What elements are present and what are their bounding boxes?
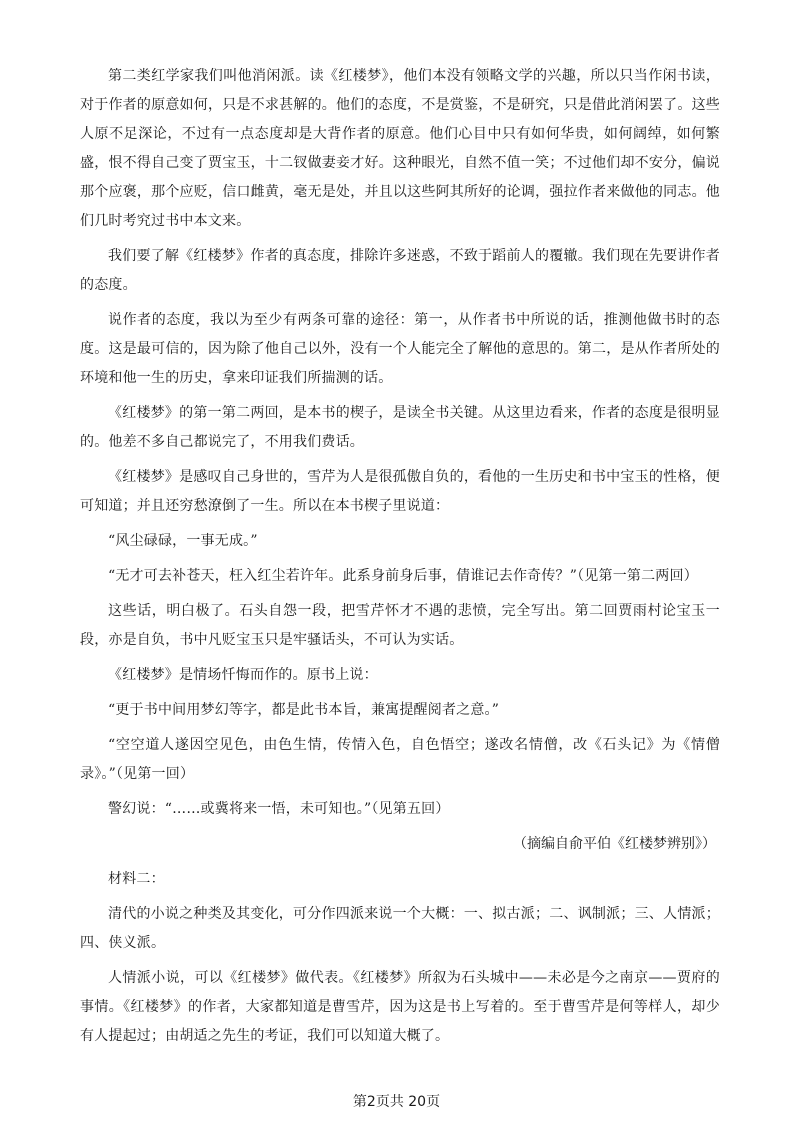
document-body (80, 62, 720, 1057)
page-number-footer: 第2页共 20页 (352, 1094, 441, 1110)
paragraph-5: 《红楼梦》是感叹自己身世的，雪芹为人是很孤傲自负的，看他的一生历史和书中宝玉的性格，便可知道；并且还穷愁潦倒了一生。所以在本书楔子里说道： (80, 469, 720, 514)
paragraph-9: 人情派小说，可以《红楼梦》做代表。《红楼梦》所叙为石头城中——未必是今之南京——贾府的事情。《红楼梦》的作者，大家都知道是曹雪芹，因为这是书上写着的。至于曹雪芹是何等样人，却少有人提起过；由胡适之先生的考证，我们可以知道大概了。 (80, 970, 720, 1044)
source-citation: （摘编自俞平伯《红楼梦辨别》） (513, 836, 716, 852)
paragraph-8: 清代的小说之种类及其变化，可分作四派来说一个大概：一、拟古派；二、讽制派；三、人情派；四、侠义派。 (80, 906, 720, 951)
quote-4: “空空道人遂因空见色，由色生情，传情入色，自色悟空；遂改名情僧，改《石头记》为《情僧录》。”（见第一回） (80, 737, 720, 782)
paragraph-1: 第二类红学家我们叫他消闲派。读《红楼梦》，他们本没有领略文学的兴趣，所以只当作闲书读，对于作者的原意如何，只是不求甚解的。他们的态度，不是赏鉴，不是研究，只是借此消闲罢了。这些人原不足深论，不过有一点态度却是大背作者的原意。他们心目中只有如何华贵，如何阔绰，如何繁盛，恨不得自己变了贾宝玉，十二钗做妻妾才好。这种眼光，自然不值一笑；不过他们却不安分，偏说那个应褒，那个应贬，信口雌黄，毫无是处，并且以这些阿其所好的论调，强拉作者来做他的同志。他们几时考究过书中本文来。 (80, 68, 720, 229)
quote-5: 警幻说：“……或冀将来一悟，未可知也。”（见第五回） (108, 801, 450, 817)
quote-1: “风尘碌碌，一事无成。” (108, 533, 258, 549)
material-two-heading: 材料二： (108, 871, 165, 887)
paragraph-7: 《红楼梦》是情场忏悔而作的。原书上说： (108, 667, 378, 683)
quote-2: “无才可去补苍天，枉入红尘若许年。此系身前身后事，倩谁记去作奇传？”（见第一第二两回） (108, 568, 698, 584)
paragraph-2: 我们要了解《红楼梦》作者的真态度，排除许多迷惑，不致于蹈前人的覆辙。我们现在先要讲作者的态度。 (80, 248, 720, 293)
quote-3: “更于书中间用梦幻等字，都是此书本旨，兼寓提醒阅者之意。” (108, 702, 500, 718)
paragraph-3: 说作者的态度，我以为至少有两条可靠的途径：第一，从作者书中所说的话，推测他做书时的态度。这是最可信的，因为除了他自己以外，没有一个人能完全了解他的意思的。第二，是从作者所处的环境和他一生的历史，拿来印证我们所揣测的话。 (80, 312, 720, 386)
paragraph-4: 《红楼梦》的第一第二两回，是本书的楔子，是读全书关键。从这里边看来，作者的态度是很明显的。他差不多自己都说完了，不用我们费话。 (80, 405, 720, 450)
paragraph-6: 这些话，明白极了。石头自怨一段，把雪芹怀才不遇的悲愤，完全写出。第二回贾雨村论宝玉一段，亦是自负，书中凡贬宝玉只是牢骚话头，不可认为实话。 (80, 603, 720, 648)
